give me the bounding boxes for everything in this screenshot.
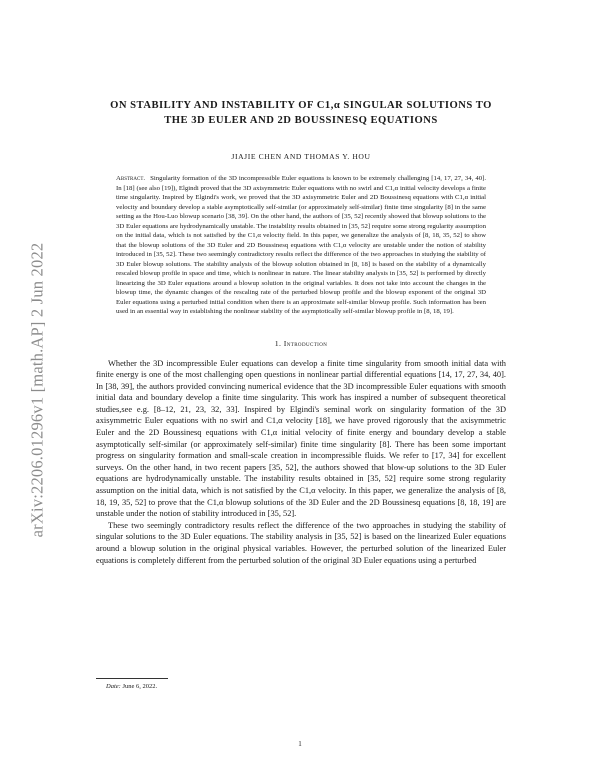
page-number: 1 bbox=[298, 740, 302, 748]
title-line-1: ON STABILITY AND INSTABILITY OF C1,α SINGULAR SOLUTIONS TO bbox=[110, 100, 492, 111]
abstract bbox=[116, 174, 486, 317]
footnote-value: June 6, 2022. bbox=[122, 683, 158, 690]
arxiv-stamp bbox=[22, 180, 52, 600]
footnote bbox=[96, 678, 506, 690]
footnote-date bbox=[96, 683, 506, 690]
footnote-label: Date: bbox=[106, 683, 121, 690]
paragraph: Whether the 3D incompressible Euler equations can develop a finite time singularity from smooth initial data with finite energy is one of the most challenging open questions in nonlinear partial differential equations [14, 17, 27, 34, 40]. In [38, 39], the authors provided convincing numerical evidence that the 3D incompressible Euler equations with smooth initial data and boundary develop a finite time singularity. This work has inspired a number of subsequent theoretical studies,see e.g. [8–12, 21, 23, 32, 33]. Inspired by Elgindi's seminal work on singularity formation of the 3D axisymmetric Euler equations with no swirl and C1,α velocity [18], we have proved rigorously that the axisymmetric Euler and the 2D Boussinesq equations with C1,α initial velocity of finite energy and boundary develop a stable asymptotically self-similar (or approximately self-similar) finite time singularity [8]. There has been some important progress on singularity formation and small-scale creation in incompressible fluids. We refer to [17, 34] for excellent surveys. On the other hand, in two recent papers [35, 52], the authors showed that blow-up solutions to the 3D Euler equations are hydrodynamically unstable. The instability results obtained in [35, 52] require some strong regularity assumption on the initial data, which is not satisfied by the C1,α velocity. In this paper, we generalize the analysis of [8, 18, 19, 35, 52] to prove that the C1,α blowup solutions of the 3D Euler and the 2D Boussinesq equations [8, 18, 19] are unstable under the notion of stability introduced in [35, 52]. bbox=[96, 358, 506, 519]
section-heading-introduction: 1. Introduction bbox=[274, 338, 328, 348]
paragraph: These two seemingly contradictory results reflect the difference of the two approaches in studying the stability of singular solutions to the 3D Euler equations. The stability analysis in [35, 52] is based on the linearized Euler equations around a blowup solution in the original physical variables. However, the perturbed solution of the linearized Euler equations is completely different from the perturbed solution of the original 3D Euler equations using a perturbed bbox=[96, 520, 506, 565]
paper-title bbox=[96, 98, 506, 128]
introduction-body bbox=[96, 358, 506, 567]
paper-page bbox=[96, 98, 506, 566]
arxiv-id: arXiv:2206.01296v1 [math.AP] 2 Jun 2022 bbox=[27, 242, 47, 538]
abstract-text: Singularity formation of the 3D incompressible Euler equations is known to be extremely challenging [14, 17, 27, 34, 40]. In [18] (see also [19]), Elgindi proved that the 3D axisymmetric Euler equations with no swirl and C1,α initial velocity develops a finite time singularity. Inspired by Elgindi's work, we proved that the 3D axisymmetric Euler and 2D Boussinesq equations with C1,α initial velocity and boundary develop a stable asymptotically self-similar (or approximately self-similar) finite time singularity [8] in the same setting as the Hou-Luo blowup scenario [38, 39]. On the other hand, the authors of [35, 52] recently showed that blowup solutions to the 3D Euler equations are hydrodynamically unstable. The instability results obtained in [35, 52] require some strong regularity assumption on the initial data, which is not satisfied by the C1,α velocity field. In this paper, we generalize the analysis of [8, 18, 35, 52] to show that the blowup solutions of the 3D Euler and 2D Boussinesq equations with C1,α velocity are unstable under the notion of stability introduced in [35, 52]. These two seemingly contradictory results reflect the difference of the two approaches in studying the stability of 3D Euler blowup solutions. The stability analysis of the blowup solution obtained in [8, 18] is based on the stability of a dynamically rescaled blowup profile in space and time, which is nonlinear in nature. The linear stability analysis in [35, 52] is performed by directly linearizing the 3D Euler equations around a blowup solution in the original variables. It does not take into account the changes in the blowup time, the dynamic changes of the rescaling rate of the perturbed blowup profile and the blowup exponent of the original 3D Euler equations using a perturbed initial condition when there is an approximate self-similar blowup profile. Such information has been used in an essential way in establishing the nonlinear stability of the asymptotically self-similar blowup profile in [8, 18, 19]. bbox=[116, 175, 487, 315]
authors: JIAJIE CHEN AND THOMAS Y. HOU bbox=[231, 152, 371, 161]
abstract-label: Abstract. bbox=[116, 175, 146, 182]
footnote-rule bbox=[96, 678, 168, 679]
title-line-2: THE 3D EULER AND 2D BOUSSINESQ EQUATIONS bbox=[164, 115, 438, 126]
